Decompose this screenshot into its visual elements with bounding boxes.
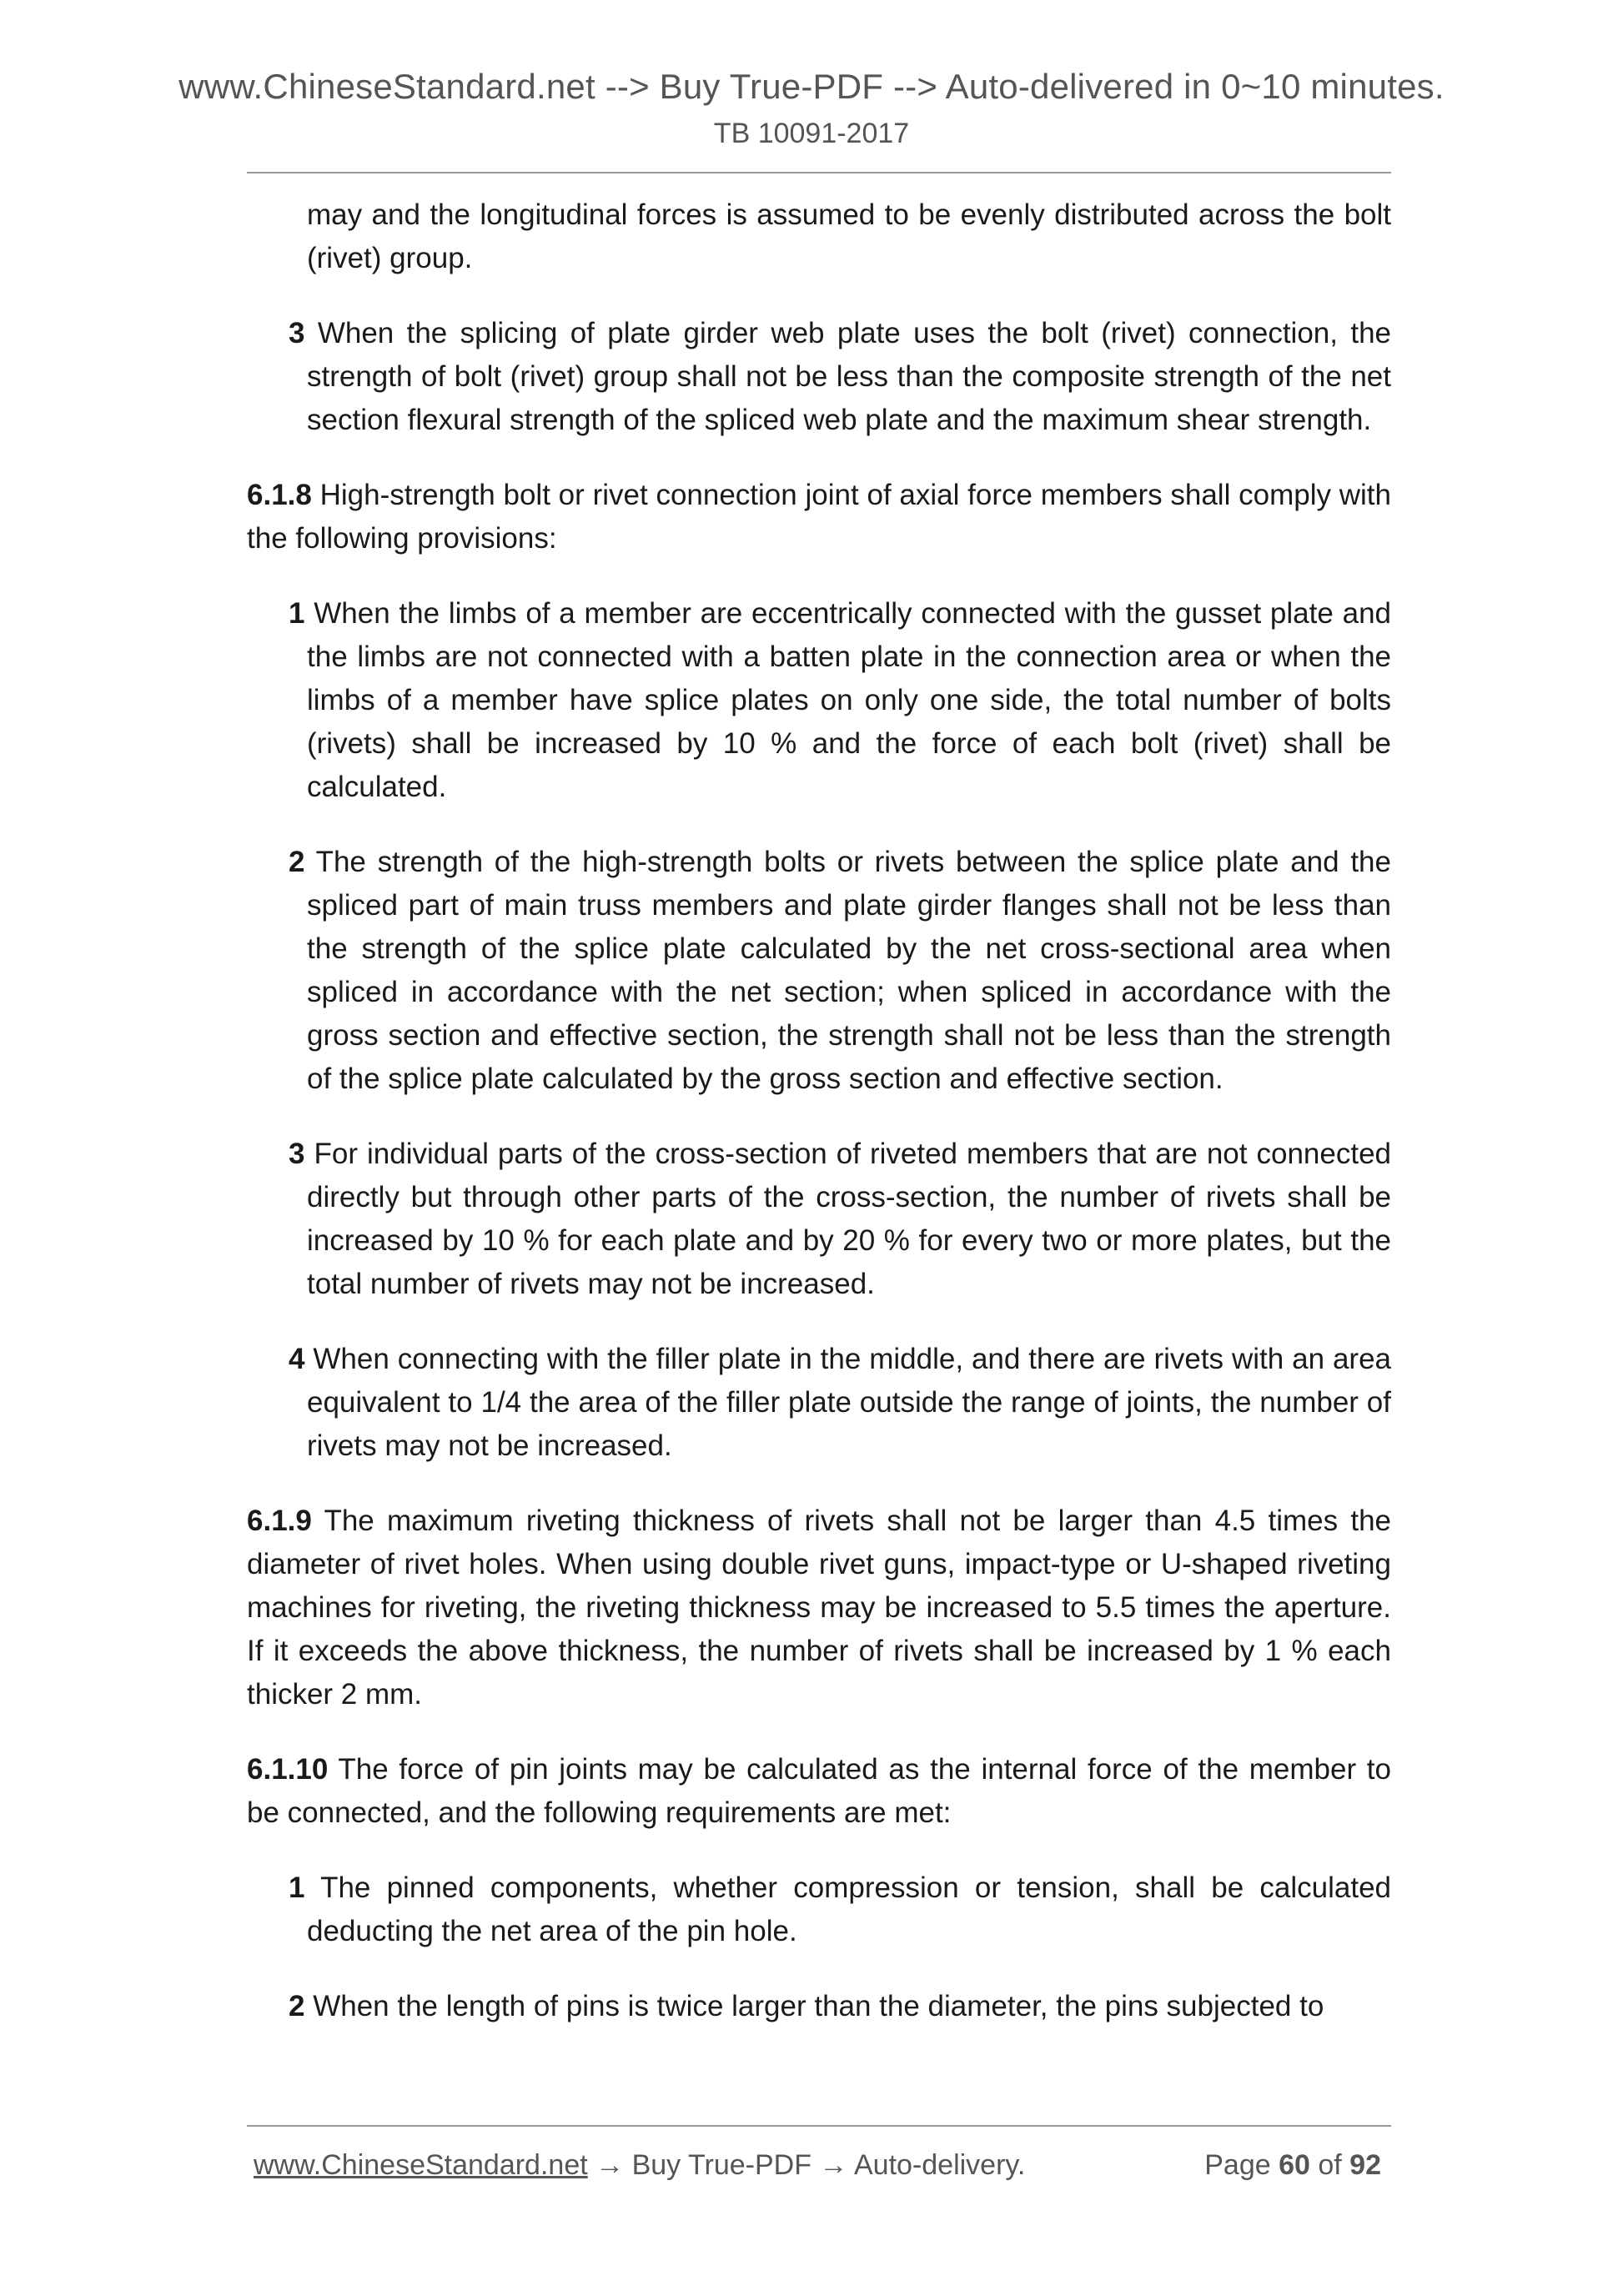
document-body <box>247 193 1391 2060</box>
continuation-paragraph: may and the longitudinal forces is assumed to be evenly distributed across the bolt (rivet) group. <box>307 198 1391 274</box>
list-item <box>289 1133 1391 1306</box>
clause-6-1-9 <box>247 1500 1391 1716</box>
item-number: 4 <box>289 1343 305 1375</box>
clause-number: 6.1.9 <box>247 1505 312 1537</box>
clause-6-1-10 <box>247 1748 1391 1835</box>
item-text: When the splicing of plate girder web plate uses the bolt (rivet) connection, the strength of bolt (rivet) group shall not be less than the composite strength of the net section flexural strength of the spliced web plate and the maximum shear strength. <box>307 317 1391 436</box>
of-label: of <box>1309 2149 1350 2181</box>
clause-number: 6.1.8 <box>247 479 312 511</box>
list-item <box>289 592 1391 809</box>
page-label: Page <box>1204 2149 1279 2181</box>
item-number: 1 <box>289 1871 305 1904</box>
page-footer <box>247 2140 1391 2190</box>
footer-promo-text: → Buy True-PDF → Auto-delivery. <box>587 2149 1026 2181</box>
total-pages: 92 <box>1349 2149 1381 2181</box>
list-item <box>289 1866 1391 1953</box>
footer-promo <box>254 2140 1025 2190</box>
list-item <box>289 1338 1391 1468</box>
item-text: The pinned components, whether compression or tension, shall be calculated deducting the net area of the pin hole. <box>307 1871 1391 1947</box>
current-page: 60 <box>1279 2149 1310 2181</box>
page-header <box>0 63 1623 152</box>
item-text: For individual parts of the cross-section of riveted members that are not connected directly but through other parts of the cross-section, the number of rivets shall be increased by 10 % for each plate and by 20 % for every two or more plates, but the total number of rivets may not be increased. <box>307 1138 1392 1300</box>
item-number: 3 <box>289 317 305 349</box>
clause-number: 6.1.10 <box>247 1753 329 1786</box>
clause-6-1-8 <box>247 474 1391 560</box>
item-number: 3 <box>289 1138 305 1170</box>
list-item <box>289 312 1391 442</box>
header-divider <box>247 172 1391 173</box>
item-text: When the limbs of a member are eccentrically connected with the gusset plate and the limbs are not connected with a batten plate in the connection area or when the limbs of a member have splice plates on only one side, the total number of bolts (rivets) shall be increased by 10 % and the force of each bolt (rivet) shall be calculated. <box>307 597 1391 803</box>
footer-site-link[interactable]: www.ChineseStandard.net <box>254 2149 588 2181</box>
item-text: When the length of pins is twice larger than the diameter, the pins subjected to <box>313 1990 1324 2022</box>
footer-divider <box>247 2125 1391 2127</box>
clause-text: The maximum riveting thickness of rivets shall not be larger than 4.5 times the diameter of rivet holes. When using double rivet guns, impact-type or U-shaped riveting machines for riveting, the riveting thickness may be increased to 5.5 times the aperture. If it exceeds the above thickness, the number of rivets shall be increased by 1 % each thicker 2 mm. <box>247 1505 1391 1711</box>
clause-text: High-strength bolt or rivet connection joint of axial force members shall comply with the following provisions: <box>247 479 1391 555</box>
item-number: 1 <box>289 597 305 630</box>
item-number: 2 <box>289 846 305 878</box>
list-item <box>289 1985 1391 2028</box>
item-number: 2 <box>289 1990 305 2022</box>
item-text: When connecting with the filler plate in the middle, and there are rivets with an area equivalent to 1/4 the area of the filler plate outside the range of joints, the number of rivets may not be increased. <box>307 1343 1392 1462</box>
clause-text: The force of pin joints may be calculated as the internal force of the member to be connected, and the following requirements are met: <box>247 1753 1391 1829</box>
list-item <box>289 841 1391 1101</box>
item-text: The strength of the high-strength bolts or rivets between the splice plate and the spliced part of main truss members and plate girder flanges shall not be less than the strength of the splice plate calculated by the net cross-sectional area when spliced in accordance with the net section; when spliced in accordance with the gross section and effective section, the strength shall not be less than the strength of the splice plate calculated by the gross section and effective section. <box>307 846 1391 1095</box>
header-promo-text: www.ChineseStandard.net --> Buy True-PDF --> Auto-delivered in 0~10 minutes. <box>178 67 1445 106</box>
page-number <box>1204 2140 1381 2190</box>
header-standard-id: TB 10091-2017 <box>713 118 910 149</box>
